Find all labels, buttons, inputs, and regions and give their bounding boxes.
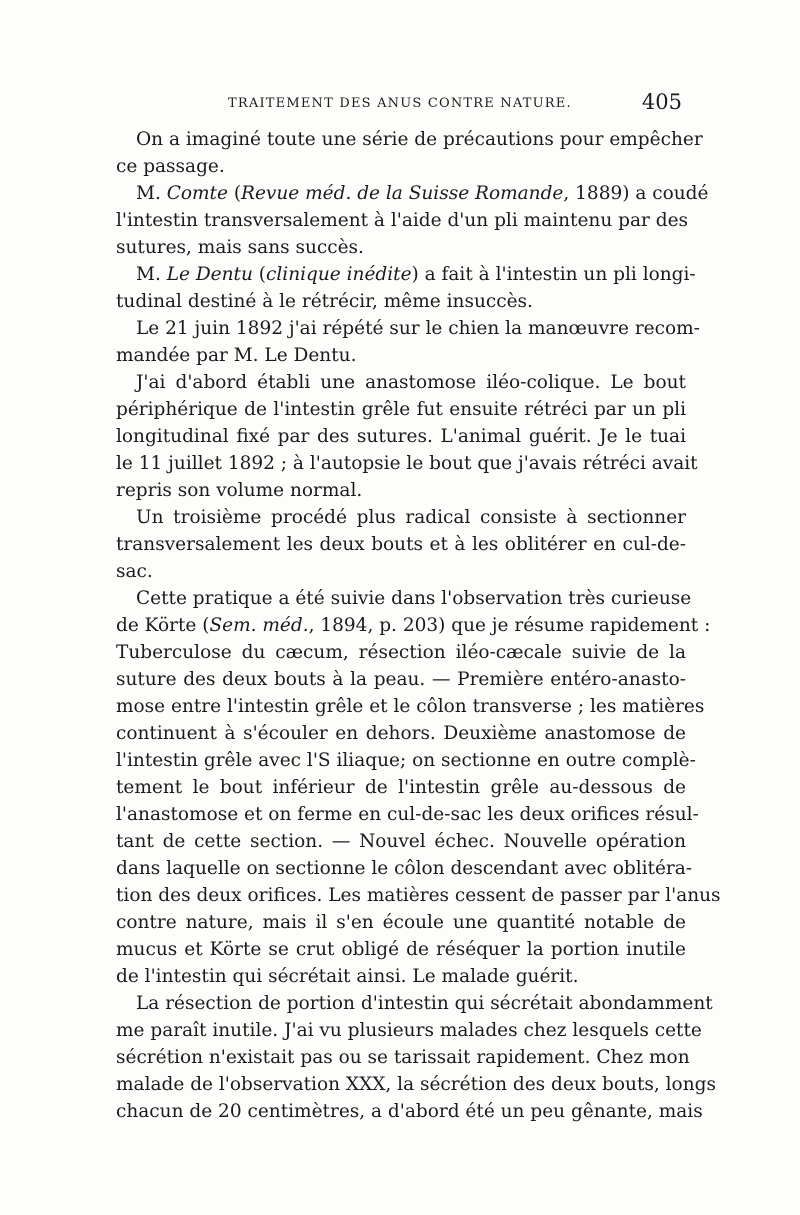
text-line: J'ai d'abord établi une anastomose iléo-colique. Le bout (136, 372, 686, 393)
text-line: Un troisième procédé plus radical consiste à sectionner (136, 507, 686, 528)
text-line: l'intestin grêle avec l'S iliaque; on sectionne en outre complè- (116, 750, 696, 771)
text-line: mandée par M. Le Dentu. (116, 345, 357, 366)
running-header (116, 92, 684, 116)
text-line: repris son volume normal. (116, 480, 363, 501)
text-line: sac. (116, 561, 153, 582)
text-line: mose entre l'intestin grêle et le côlon transverse ; les matières (116, 696, 705, 717)
text-line: périphérique de l'intestin grêle fut ensuite rétréci par un pli (116, 399, 686, 420)
text-line: continuent à s'écouler en dehors. Deuxième anastomose de (116, 723, 686, 744)
text-line: suture des deux bouts à la peau. — Première entéro-anasto- (116, 669, 686, 690)
text-line: de Körte (Sem. méd., 1894, p. 203) que je résume rapidement : (116, 615, 711, 636)
journal-title: Revue méd. de la Suisse Romande (241, 183, 564, 204)
text-line: contre nature, mais il s'en écoule une quantité notable de (116, 912, 686, 933)
text-line: transversalement les deux bouts et à les oblitérer en cul-de- (116, 534, 686, 555)
text-line: dans laquelle on sectionne le côlon descendant avec oblitéra- (116, 858, 693, 879)
text-line: On a imaginé toute une série de précautions pour empêcher (136, 129, 703, 150)
text-line: M. Le Dentu (clinique inédite) a fait à l'intestin un pli longi- (136, 264, 696, 285)
text-line: La résection de portion d'intestin qui sécrétait abondamment (136, 993, 713, 1014)
text-line: malade de l'observation XXX, la sécrétion des deux bouts, longs (116, 1074, 716, 1095)
text-line: chacun de 20 centimètres, a d'abord été un peu gênante, mais (116, 1101, 703, 1122)
text-line: l'anastomose et on ferme en cul-de-sac les deux orifices résul- (116, 804, 699, 825)
text-line: l'intestin transversalement à l'aide d'un pli maintenu par des (116, 210, 689, 231)
header-title: TRAITEMENT DES ANUS CONTRE NATURE. (228, 96, 572, 111)
text-line: ce passage. (116, 156, 225, 177)
text-line: tion des deux orifices. Les matières cessent de passer par l'anus (116, 885, 721, 906)
text-line: tement le bout inférieur de l'intestin grêle au-dessous de (116, 777, 686, 798)
text-line: sutures, mais sans succès. (116, 237, 364, 258)
text-line: tant de cette section. — Nouvel échec. Nouvelle opération (116, 831, 686, 852)
text-line: Cette pratique a été suivie dans l'observation très curieuse (136, 588, 692, 609)
text-line: le 11 juillet 1892 ; à l'autopsie le bout que j'avais rétréci avait (116, 453, 698, 474)
author-name: Comte (166, 183, 228, 204)
text-line: de l'intestin qui sécrétait ainsi. Le malade guérit. (116, 966, 579, 987)
text-line: me paraît inutile. J'ai vu plusieurs malades chez lesquels cette (116, 1020, 702, 1041)
text-line: Le 21 juin 1892 j'ai répété sur le chien la manœuvre recom- (136, 318, 700, 339)
text-line: mucus et Körte se crut obligé de réséquer la portion inutile (116, 939, 686, 960)
text-line: sécrétion n'existait pas ou se tarissait rapidement. Chez mon (116, 1047, 690, 1068)
text-line: longitudinal fixé par des sutures. L'animal guérit. Je le tuai (116, 426, 686, 447)
text-line: Tuberculose du cæcum, résection iléo-cæcale suivie de la (116, 642, 686, 663)
text-line: M. Comte (Revue méd. de la Suisse Romande, 1889) a coudé (136, 183, 709, 204)
body-text (116, 126, 721, 1125)
source-note: clinique inédite (266, 264, 412, 285)
page-number: 405 (641, 90, 682, 114)
author-name: Le Dentu (166, 264, 253, 285)
text-line: tudinal destiné à le rétrécir, même insuccès. (116, 291, 533, 312)
journal-title: Sem. méd. (209, 615, 309, 636)
